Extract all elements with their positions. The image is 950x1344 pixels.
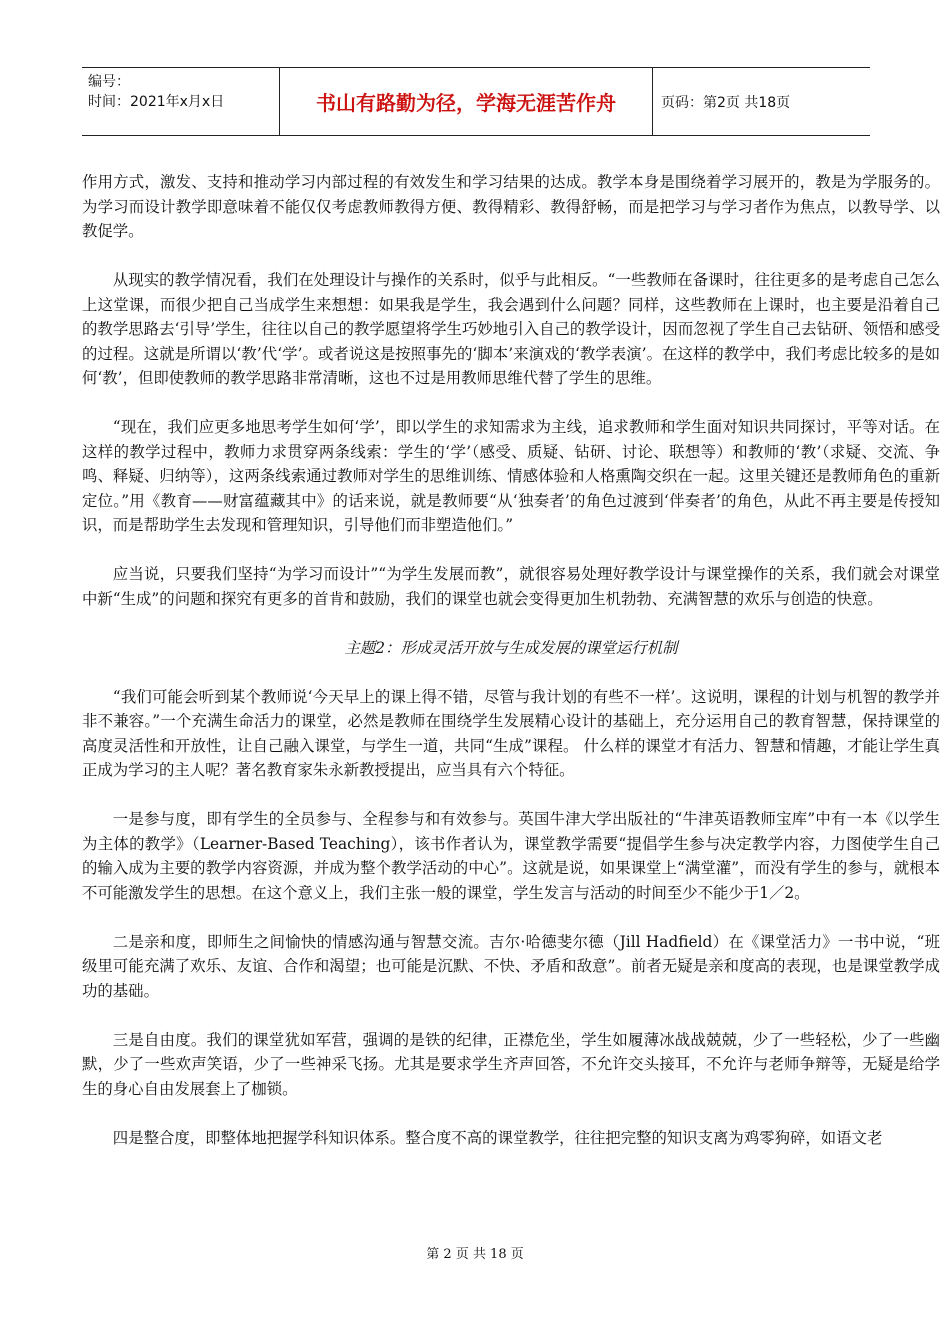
document-date: 时间：2021年x月x日	[88, 94, 225, 110]
body-paragraph: “我们可能会听到某个教师说‘今天早上的课上得不错，尽管与我计划的有些不一样’。这说明，课程的计划与机智的教学并非不兼容。”一个充满生命活力的课堂，必然是教师在围绕学生发展精心设计的基础上，充分运用自己的教育智慧，保持课堂的高度灵活性和开放性，让自己融入课堂，与学生一道，共同“生成”课程。 什么样的课堂才有活力、智慧和情趣，才能让学生真正成为学习的主人呢？著名教育家朱永新教授提出，应当具有六个特征。	[82, 687, 940, 779]
body-paragraph: 作用方式，激发、支持和推动学习内部过程的有效发生和学习结果的达成。教学本身是围绕着学习展开的，教是为学服务的。为学习而设计教学即意味着不能仅仅考虑教师教得方便、教得精彩、教得舒畅，而是把学习与学习者作为焦点，以教导学、以教促学。	[82, 173, 940, 240]
page-footer: 第 2 页 共 18 页	[426, 1247, 524, 1262]
page-header	[82, 67, 870, 136]
document-number: 编号：	[88, 74, 130, 90]
header-meta	[82, 68, 279, 135]
body-paragraph: 二是亲和度，即师生之间愉快的情感沟通与智慧交流。吉尔·哈德斐尔德（Jill Hadfield）在《课堂活力》一书中说，“班级里可能充满了欢乐、友谊、合作和渴望；也可能是沉默、不快、矛盾和敌意”。前者无疑是亲和度高的表现，也是课堂教学成功的基础。	[82, 932, 940, 1000]
body-paragraph: 从现实的教学情况看，我们在处理设计与操作的关系时，似乎与此相反。“一些教师在备课时，往往更多的是考虑自己怎么上这堂课，而很少把自己当成学生来想想：如果我是学生，我会遇到什么问题？同样，这些教师在上课时，也主要是沿着自己的教学思路去‘引导’学生，往往以自己的教学愿望将学生巧妙地引入自己的教学设计，因而忽视了学生自己去钻研、领悟和感受的过程。这就是所谓以‘教’代‘学’。或者说这是按照事先的‘脚本’来演戏的‘教学表演’。在这样的教学中，我们考虑比较多的是如何‘教’，但即使教师的教学思路非常清晰，这也不过是用教师思维代替了学生的思维。	[82, 271, 940, 387]
header-motto: 书山有路勤为径，学海无涯苦作舟	[279, 68, 653, 135]
body-paragraph: 三是自由度。我们的课堂犹如军营，强调的是铁的纪律，正襟危坐，学生如履薄冰战战兢兢，少了一些轻松，少了一些幽默，少了一些欢声笑语，少了一些神采飞扬。尤其是要求学生齐声回答，不允许交头接耳，不允许与老师争辩等，无疑是给学生的身心自由发展套上了枷锁。	[82, 1030, 940, 1098]
header-page-number: 页码：第2页 共18页	[661, 94, 791, 111]
body-paragraph: “现在，我们应更多地思考学生如何‘学’，即以学生的求知需求为主线，追求教师和学生面对知识共同探讨，平等对话。在这样的教学过程中，教师力求贯穿两条线索：学生的‘学’（感受、质疑、钻研、讨论、联想等）和教师的‘教’（求疑、交流、争鸣、释疑、归纳等），这两条线索通过教师对学生的思维训练、情感体验和人格熏陶交织在一起。这里关键还是教师角色的重新定位。”用《教育——财富蕴藏其中》的话来说，就是教师要“从‘独奏者’的角色过渡到‘伴奏者’的角色，从此不再主要是传授知识，而是帮助学生去发现和管理知识，引导他们而非塑造他们。”	[82, 418, 940, 534]
body-paragraph: 一是参与度，即有学生的全员参与、全程参与和有效参与。英国牛津大学出版社的“牛津英语教师宝库”中有一本《以学生为主体的教学》（Learner-Based Teaching），该书作者认为，课堂教学需要“提倡学生参与决定教学内容，力图使学生自己的输入成为主要的教学内容资源，并成为整个教学活动的中心”。这就是说，如果课堂上“满堂灌”，而没有学生的参与，就根本不可能激发学生的思想。在这个意义上，我们主张一般的课堂，学生发言与活动的时间至少不能少于1／2。	[82, 810, 940, 902]
section-heading: 主题2：形成灵活开放与生成发展的课堂运行机制	[344, 638, 678, 657]
body-paragraph: 四是整合度，即整体地把握学科知识体系。整合度不高的课堂教学，往往把完整的知识支离为鸡零狗碎，如语文老	[112, 1128, 883, 1147]
document-body	[82, 170, 940, 1175]
body-paragraph: 应当说，只要我们坚持“为学习而设计”“为学生发展而教”，就很容易处理好教学设计与课堂操作的关系，我们就会对课堂中新“生成”的问题和探究有更多的首肯和鼓励，我们的课堂也就会变得更加生机勃勃、充满智慧的欢乐与创造的快意。	[82, 565, 940, 608]
